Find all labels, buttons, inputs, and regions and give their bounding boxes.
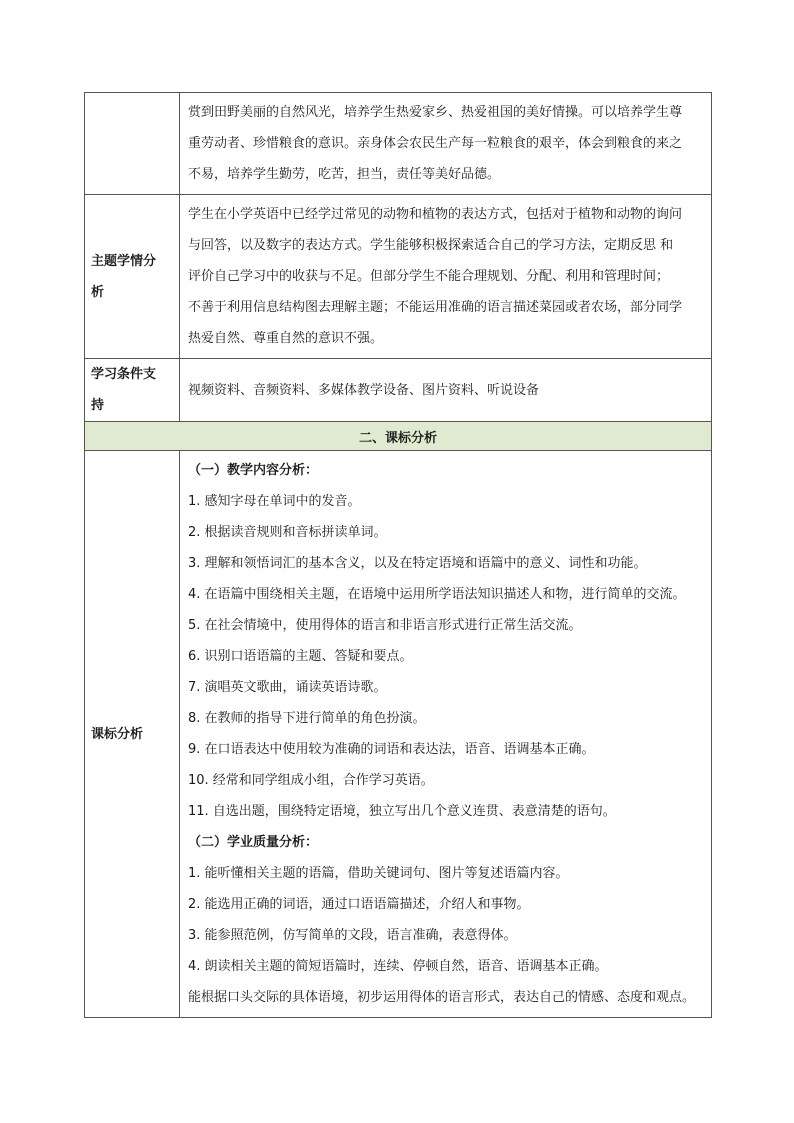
list-item: 11. 自选出题，围绕特定语境，独立写出几个意义连贯、表意清楚的语句。 — [188, 804, 616, 819]
text-line: 不易，培养学生勤劳，吃苦，担当，责任等美好品德。 — [188, 167, 501, 182]
label-line: 析 — [91, 284, 105, 300]
standards-label: 课标分析 — [85, 451, 180, 1018]
text-line: 与回答，以及数字的表达方式。学生能够积极探索适合自己的学习方法，定期反思 和 — [188, 238, 674, 253]
student-analysis-row — [85, 195, 712, 359]
subheading: （二）学业质量分析： — [188, 835, 319, 850]
list-item: 4. 在语篇中围绕相关主题，在语境中运用所学语法知识描述人和物，进行简单的交流。 — [188, 587, 686, 602]
list-item: 1. 感知字母在单词中的发音。 — [188, 494, 361, 509]
support-row — [85, 359, 712, 422]
list-item: 3. 理解和领悟词汇的基本含义，以及在特定语境和语篇中的意义、词性和功能。 — [188, 556, 647, 571]
list-item: 10. 经常和同学组成小组，合作学习英语。 — [188, 773, 434, 788]
goals-content-cell — [180, 93, 712, 195]
text-line: 评价自己学习中的收获与不足。但部分学生不能合理规划、分配、利用和管理时间； — [188, 269, 670, 284]
support-content — [180, 359, 712, 422]
standards-row — [85, 451, 712, 1018]
text-line: 赏到田野美丽的自然风光，培养学生热爱家乡、热爱祖国的美好情操。可以培养学生尊 — [188, 105, 683, 120]
lesson-plan-table — [84, 92, 712, 1018]
label-line: 学习条件支 — [91, 367, 157, 382]
text-line: 不善于利用信息结构图去理解主题；不能运用准确的语言描述菜园或者农场，部分同学 — [188, 300, 683, 315]
student-analysis-content — [180, 195, 712, 359]
student-analysis-label — [85, 195, 180, 359]
list-item: 2. 根据读音规则和音标拼读单词。 — [188, 525, 387, 540]
goals-continuation-row — [85, 93, 712, 195]
list-item: 4. 朗读相关主题的简短语篇时，连续、停顿自然，语音、语调基本正确。 — [188, 959, 608, 974]
list-item: 1. 能听懂相关主题的语篇，借助关键词句、图片等复述语篇内容。 — [188, 866, 569, 881]
list-item: 2. 能选用正确的词语，通过口语语篇描述，介绍人和事物。 — [188, 897, 530, 912]
section-header-row — [85, 422, 712, 451]
text-line: 热爱自然、尊重自然的意识不强。 — [188, 331, 384, 346]
label-line: 主题学情分 — [91, 253, 157, 269]
list-item: 9. 在口语表达中使用较为准确的词语和表达法，语音、语调基本正确。 — [188, 742, 595, 757]
label-line: 持 — [91, 398, 105, 413]
list-item: 3. 能参照范例，仿写简单的文段，语言准确，表意得体。 — [188, 928, 517, 943]
subheading: （一）教学内容分析： — [188, 463, 319, 478]
text-line: 视频资料、音频资料、多媒体教学设备、图片资料、听说设备 — [188, 382, 540, 398]
text-line: 重劳动者、珍惜粮食的意识。亲身体会农民生产每一粒粮食的艰辛，体会到粮食的来之 — [188, 136, 683, 151]
list-item: 7. 演唱英文歌曲，诵读英语诗歌。 — [188, 680, 387, 695]
list-item: 能根据口头交际的具体语境，初步运用得体的语言形式，表达自己的情感、态度和观点。 — [188, 990, 696, 1005]
support-label — [85, 359, 180, 422]
list-item: 8. 在教师的指导下进行简单的角色扮演。 — [188, 711, 426, 726]
section-header: 二、课标分析 — [85, 422, 712, 451]
text-line: 学生在小学英语中已经学过常见的动物和植物的表达方式，包括对于植物和动物的询问 — [188, 207, 683, 222]
list-item: 6. 识别口语语篇的主题、答疑和要点。 — [188, 649, 413, 664]
standards-content — [180, 451, 712, 1018]
goals-label-cell — [85, 93, 180, 195]
list-item: 5. 在社会情境中，使用得体的语言和非语言形式进行正常生活交流。 — [188, 618, 582, 633]
